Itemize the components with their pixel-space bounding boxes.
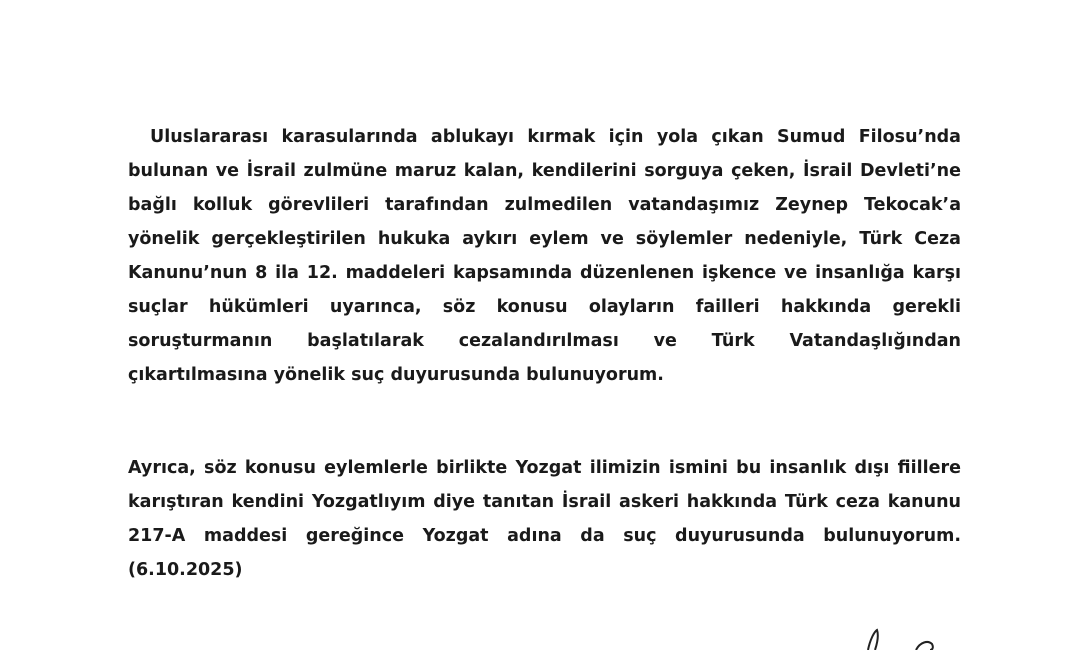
- complaint-paragraph-1: Uluslararası karasularında ablukayı kırmak için yola çıkan Sumud Filosu’nda bulunan ve İsrail zulmüne maruz kalan, kendilerini sorguya çeken, İsrail Devleti’ne bağlı kolluk görevlileri tarafından zulmedilen vatandaşımız Zeynep Tekocak’a yönelik gerçekleştirilen hukuka aykırı eylem ve söylemler nedeniyle, Türk Ceza Kanunu’nun 8 ila 12. maddeleri kapsamında düzenlenen işkence ve insanlığa karşı suçlar hükümleri uyarınca, söz konusu olayların failleri hakkında gerekli soruşturmanın başlatılarak cezalandırılması ve Türk Vatandaşlığından çıkartılmasına yönelik suç duyurusunda bulunuyorum.: [128, 127, 961, 385]
- complaint-paragraph-2: Ayrıca, söz konusu eylemlerle birlikte Yozgat ilimizin ismini bu insanlık dışı fiillere karıştıran kendini Yozgatlıyım diye tanıtan İsrail askeri hakkında Türk ceza kanunu 217-A maddesi gereğince Yozgat adına da suç duyurusunda bulunuyorum. (6.10.2025): [128, 458, 961, 580]
- signature-mark: [850, 628, 970, 650]
